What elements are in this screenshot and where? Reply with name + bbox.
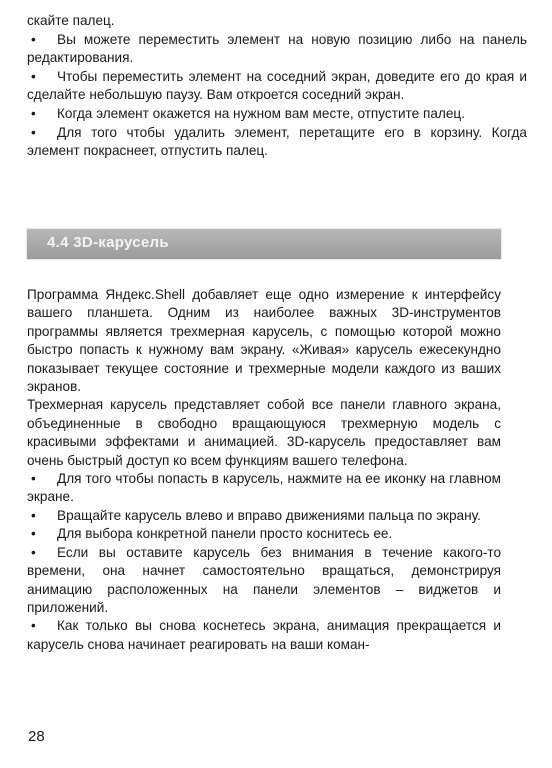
page-number: 28 xyxy=(28,728,45,745)
paragraph: Трехмерная карусель представляет собой все панели главного экрана, объединенные в свободно вращающуюся трехмерную модель с красивыми эффектами и анимацией. 3D-карусель предоставляет вам очень быстрый доступ ко всем функциям вашего телефона. xyxy=(27,397,501,468)
bullet-item: • Как только вы снова коснетесь экрана, анимация прекращается и карусель снова начинает реагировать на ваши коман- xyxy=(27,618,501,652)
bullet-dot: • xyxy=(31,507,36,523)
bullet-item: • Когда элемент окажется на нужном вам месте, отпустите палец. xyxy=(27,105,527,124)
continued-line: скайте палец. xyxy=(27,13,115,28)
bullet-dot: • xyxy=(31,68,36,84)
paragraph: Программа Яндекс.Shell добавляет еще одно измерение к интерфейсу вашего планшета. Одним из наиболее важных 3D-инструментов программы является трехмерная карусель, с помощью которой можно быстро попасть к нужному вам экрану. «Живая» карусель ежесекундно показывает текущее состояние и трехмерные модели каждого из ваших экранов. xyxy=(27,287,501,395)
section-title: 4.4 3D-карусель xyxy=(47,234,169,251)
bullet-dot: • xyxy=(31,471,36,487)
bullet-dot: • xyxy=(31,31,36,47)
bullet-dot: • xyxy=(31,526,36,542)
bullet-dot: • xyxy=(31,124,36,140)
bullet-item: • Для того чтобы удалить элемент, перетащите его в корзину. Когда элемент покраснеет, отпустить палец. xyxy=(27,124,527,159)
bullet-item: • Для того чтобы попасть в карусель, нажмите на ее иконку на главном экране. xyxy=(27,471,501,505)
bullet-dot: • xyxy=(31,544,36,560)
section-header-bar xyxy=(27,229,501,259)
bullet-dot: • xyxy=(31,105,36,121)
top-text-block xyxy=(27,12,527,161)
bullet-item: • Чтобы переместить элемент на соседний экран, доведите его до края и сделайте небольшую паузу. Вам откроется соседний экран. xyxy=(27,68,527,103)
bullet-item: • Для выбора конкретной панели просто коснитесь ее. xyxy=(27,525,501,543)
bullet-item: • Если вы оставите карусель без внимания в течение какого-то времени, она начнет самостоятельно вращаться, демонстрируя анимацию расположенных на панели элементов – виджетов и приложений. xyxy=(27,544,501,615)
bullet-item: • Вы можете переместить элемент на новую позицию либо на панель редактирования. xyxy=(27,31,527,66)
bullet-dot: • xyxy=(31,618,36,634)
body-text-block xyxy=(27,286,501,654)
bullet-item: • Вращайте карусель влево и вправо движениями пальца по экрану. xyxy=(27,507,501,525)
